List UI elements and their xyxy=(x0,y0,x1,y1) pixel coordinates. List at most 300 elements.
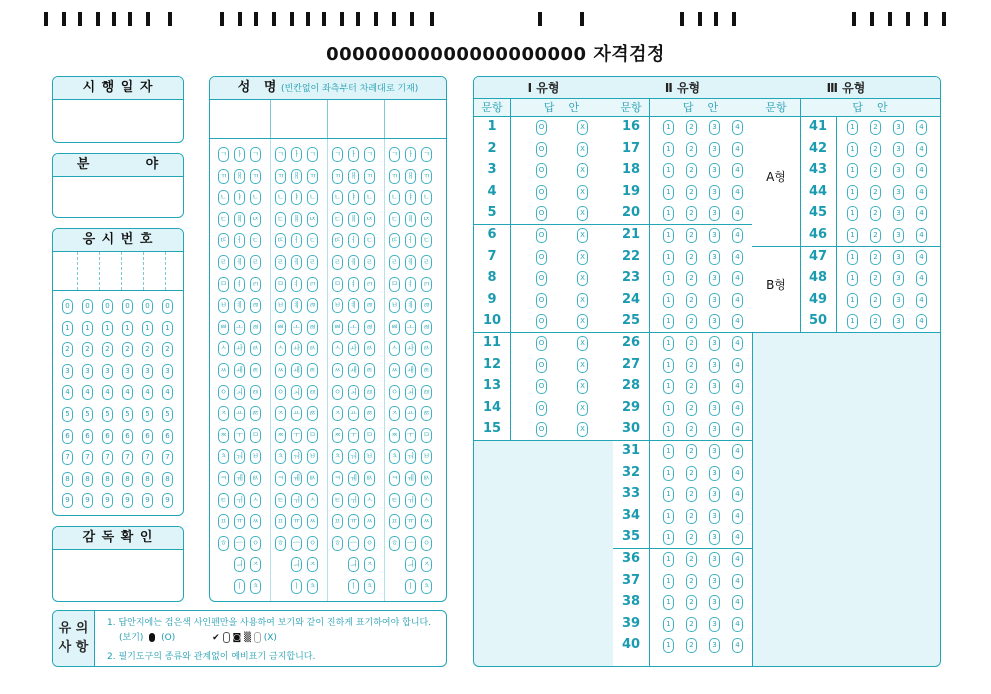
exam-digit-bubble[interactable]: 8 xyxy=(162,472,173,487)
name-letter-bubble[interactable]: ㄾ xyxy=(421,363,432,378)
answer-choice-bubble[interactable]: 2 xyxy=(686,314,697,329)
answer-choice-bubble[interactable]: 2 xyxy=(686,379,697,394)
answer-choice-bubble[interactable]: 3 xyxy=(709,552,720,567)
exam-digit-bubble[interactable]: 1 xyxy=(82,321,93,336)
name-letter-bubble[interactable]: ㄷ xyxy=(275,212,286,227)
name-letter-bubble[interactable]: ㅄ xyxy=(421,471,432,486)
name-letter-bubble[interactable]: ㅚ xyxy=(291,385,302,400)
name-letter-bubble[interactable]: ㄹ xyxy=(421,255,432,270)
answer-choice-bubble[interactable]: 3 xyxy=(709,379,720,394)
answer-o-bubble[interactable]: O xyxy=(536,336,547,351)
name-letter-bubble[interactable]: ㄴ xyxy=(389,190,400,205)
answer-choice-bubble[interactable]: 3 xyxy=(709,509,720,524)
name-letter-bubble[interactable]: ㅢ xyxy=(234,557,245,572)
answer-o-bubble[interactable]: O xyxy=(536,271,547,286)
name-write-area[interactable] xyxy=(210,100,446,139)
answer-choice-bubble[interactable]: 1 xyxy=(663,228,674,243)
answer-choice-bubble[interactable]: 3 xyxy=(709,163,720,178)
answer-choice-bubble[interactable]: 1 xyxy=(663,379,674,394)
exam-digit-bubble[interactable]: 5 xyxy=(122,407,133,422)
exam-digit-bubble[interactable]: 6 xyxy=(102,429,113,444)
name-letter-bubble[interactable]: ㅇ xyxy=(332,385,343,400)
answer-choice-bubble[interactable]: 4 xyxy=(732,185,743,200)
name-letter-bubble[interactable]: ㄽ xyxy=(307,341,318,356)
answer-choice-bubble[interactable]: 4 xyxy=(732,271,743,286)
answer-x-bubble[interactable]: X xyxy=(577,185,588,200)
name-letter-bubble[interactable]: ㅄ xyxy=(250,471,261,486)
name-letter-bubble[interactable]: ㅓ xyxy=(234,233,245,248)
answer-choice-bubble[interactable]: 4 xyxy=(916,206,927,221)
name-letter-bubble[interactable]: ㄽ xyxy=(250,341,261,356)
exam-digit-bubble[interactable]: 9 xyxy=(142,493,153,508)
exam-digit-bubble[interactable]: 8 xyxy=(122,472,133,487)
exam-digit-bubble[interactable]: 8 xyxy=(82,472,93,487)
answer-choice-bubble[interactable]: 1 xyxy=(847,293,858,308)
name-letter-bubble[interactable]: ㅣ xyxy=(348,579,359,594)
exam-digit-bubble[interactable]: 0 xyxy=(102,299,113,314)
exam-digit-bubble[interactable]: 3 xyxy=(142,364,153,379)
name-letter-bubble[interactable]: ㅝ xyxy=(234,449,245,464)
name-letter-bubble[interactable]: ㅚ xyxy=(405,385,416,400)
name-letter-bubble[interactable]: ㄸ xyxy=(332,233,343,248)
answer-o-bubble[interactable]: O xyxy=(536,228,547,243)
answer-choice-bubble[interactable]: 4 xyxy=(732,422,743,437)
answer-choice-bubble[interactable]: 3 xyxy=(893,120,904,135)
answer-choice-bubble[interactable]: 3 xyxy=(709,530,720,545)
name-letter-bubble[interactable]: ㅁ xyxy=(389,277,400,292)
answer-o-bubble[interactable]: O xyxy=(536,358,547,373)
answer-choice-bubble[interactable]: 3 xyxy=(893,185,904,200)
answer-choice-bubble[interactable]: 1 xyxy=(663,617,674,632)
name-letter-bubble[interactable]: ㄿ xyxy=(421,385,432,400)
answer-o-bubble[interactable]: O xyxy=(536,314,547,329)
answer-choice-bubble[interactable]: 1 xyxy=(847,271,858,286)
name-letter-bubble[interactable]: ㅟ xyxy=(291,493,302,508)
answer-choice-bubble[interactable]: 1 xyxy=(663,206,674,221)
name-letter-bubble[interactable]: ㅊ xyxy=(389,449,400,464)
name-letter-bubble[interactable]: ㅡ xyxy=(234,536,245,551)
name-letter-bubble[interactable]: ㅛ xyxy=(291,406,302,421)
answer-o-bubble[interactable]: O xyxy=(536,206,547,221)
answer-choice-bubble[interactable]: 1 xyxy=(663,509,674,524)
answer-choice-bubble[interactable]: 3 xyxy=(709,120,720,135)
name-letter-bubble[interactable]: ㅍ xyxy=(218,514,229,529)
name-letter-bubble[interactable]: ㅛ xyxy=(348,406,359,421)
exam-digit-bubble[interactable]: 1 xyxy=(122,321,133,336)
name-letter-bubble[interactable]: ㅅ xyxy=(275,341,286,356)
name-letter-bubble[interactable]: ㅁ xyxy=(364,428,375,443)
name-letter-bubble[interactable]: ㅡ xyxy=(405,536,416,551)
name-letter-bubble[interactable]: ㅢ xyxy=(348,557,359,572)
name-letter-bubble[interactable]: ㄺ xyxy=(421,277,432,292)
answer-choice-bubble[interactable]: 3 xyxy=(893,293,904,308)
name-letter-bubble[interactable]: ㅗ xyxy=(348,320,359,335)
name-letter-bubble[interactable]: ㅝ xyxy=(405,449,416,464)
name-letter-bubble[interactable]: ㄴ xyxy=(421,190,432,205)
name-letter-bubble[interactable]: ㅕ xyxy=(405,277,416,292)
name-letter-bubble[interactable]: ㄴ xyxy=(364,190,375,205)
name-letter-bubble[interactable]: ㅠ xyxy=(291,514,302,529)
name-letter-bubble[interactable]: ㄴ xyxy=(250,190,261,205)
exam-digit-bubble[interactable]: 4 xyxy=(102,385,113,400)
answer-choice-bubble[interactable]: 2 xyxy=(686,466,697,481)
name-letter-bubble[interactable]: ㅂ xyxy=(389,298,400,313)
answer-choice-bubble[interactable]: 4 xyxy=(916,250,927,265)
exam-digit-bubble[interactable]: 8 xyxy=(142,472,153,487)
exam-digit-bubble[interactable]: 2 xyxy=(142,342,153,357)
answer-choice-bubble[interactable]: 2 xyxy=(686,336,697,351)
answer-choice-bubble[interactable]: 2 xyxy=(686,552,697,567)
answer-choice-bubble[interactable]: 2 xyxy=(686,271,697,286)
name-letter-bubble[interactable]: ㅙ xyxy=(348,363,359,378)
name-letter-bubble[interactable]: ㅈ xyxy=(389,406,400,421)
name-letter-bubble[interactable]: ㄱ xyxy=(307,147,318,162)
name-letter-bubble[interactable]: ㅄ xyxy=(364,471,375,486)
answer-choice-bubble[interactable]: 1 xyxy=(663,163,674,178)
answer-choice-bubble[interactable]: 3 xyxy=(709,466,720,481)
answer-choice-bubble[interactable]: 4 xyxy=(916,293,927,308)
name-letter-bubble[interactable]: ㅆ xyxy=(250,514,261,529)
name-letter-bubble[interactable]: ㅒ xyxy=(348,212,359,227)
name-letter-bubble[interactable]: ㅜ xyxy=(291,428,302,443)
exam-digit-bubble[interactable]: 3 xyxy=(102,364,113,379)
answer-choice-bubble[interactable]: 2 xyxy=(686,293,697,308)
name-letter-bubble[interactable]: ㅈ xyxy=(218,406,229,421)
name-letter-bubble[interactable]: ㅕ xyxy=(234,277,245,292)
name-letter-bubble[interactable]: ㅓ xyxy=(405,233,416,248)
name-letter-bubble[interactable]: ㅇ xyxy=(275,385,286,400)
name-letter-bubble[interactable]: ㅋ xyxy=(218,471,229,486)
answer-x-bubble[interactable]: X xyxy=(577,314,588,329)
name-letter-bubble[interactable]: ㅀ xyxy=(364,406,375,421)
name-letter-bubble[interactable]: ㄲ xyxy=(332,169,343,184)
name-letter-bubble[interactable]: ㄴ xyxy=(332,190,343,205)
name-letter-bubble[interactable]: ㅇ xyxy=(250,536,261,551)
answer-choice-bubble[interactable]: 2 xyxy=(686,509,697,524)
name-letter-bubble[interactable]: ㅊ xyxy=(421,579,432,594)
answer-choice-bubble[interactable]: 4 xyxy=(732,574,743,589)
exam-digit-bubble[interactable]: 4 xyxy=(142,385,153,400)
name-letter-bubble[interactable]: ㅍ xyxy=(332,514,343,529)
name-letter-bubble[interactable]: ㅃ xyxy=(218,320,229,335)
answer-x-bubble[interactable]: X xyxy=(577,250,588,265)
answer-x-bubble[interactable]: X xyxy=(577,358,588,373)
answer-x-bubble[interactable]: X xyxy=(577,293,588,308)
name-letter-bubble[interactable]: ㄻ xyxy=(421,298,432,313)
name-letter-bubble[interactable]: ㄾ xyxy=(307,363,318,378)
name-letter-bubble[interactable]: ㅜ xyxy=(405,428,416,443)
name-letter-bubble[interactable]: ㄲ xyxy=(364,169,375,184)
name-letter-bubble[interactable]: ㅒ xyxy=(405,212,416,227)
answer-x-bubble[interactable]: X xyxy=(577,422,588,437)
answer-choice-bubble[interactable]: 2 xyxy=(870,120,881,135)
answer-choice-bubble[interactable]: 1 xyxy=(663,487,674,502)
name-letter-bubble[interactable]: ㄷ xyxy=(307,233,318,248)
answer-o-bubble[interactable]: O xyxy=(536,250,547,265)
exam-digit-bubble[interactable]: 8 xyxy=(62,472,73,487)
answer-o-bubble[interactable]: O xyxy=(536,142,547,157)
answer-choice-bubble[interactable]: 3 xyxy=(709,638,720,653)
exam-digit-bubble[interactable]: 2 xyxy=(102,342,113,357)
name-letter-bubble[interactable]: ㅋ xyxy=(389,471,400,486)
exam-digit-bubble[interactable]: 2 xyxy=(62,342,73,357)
exam-digit-bubble[interactable]: 6 xyxy=(142,429,153,444)
answer-choice-bubble[interactable]: 1 xyxy=(663,293,674,308)
exam-digit-bubble[interactable]: 0 xyxy=(62,299,73,314)
exam-number-write-area[interactable] xyxy=(53,252,183,291)
answer-choice-bubble[interactable]: 4 xyxy=(916,314,927,329)
exam-digit-bubble[interactable]: 7 xyxy=(142,450,153,465)
name-letter-bubble[interactable]: ㅁ xyxy=(332,277,343,292)
name-letter-bubble[interactable]: ㅟ xyxy=(234,493,245,508)
answer-choice-bubble[interactable]: 1 xyxy=(663,530,674,545)
name-letter-bubble[interactable]: ㄴ xyxy=(275,190,286,205)
answer-choice-bubble[interactable]: 1 xyxy=(847,228,858,243)
name-letter-bubble[interactable]: ㅝ xyxy=(348,449,359,464)
exam-digit-bubble[interactable]: 9 xyxy=(102,493,113,508)
answer-choice-bubble[interactable]: 3 xyxy=(709,250,720,265)
exam-digit-bubble[interactable]: 1 xyxy=(142,321,153,336)
exam-digit-bubble[interactable]: 9 xyxy=(62,493,73,508)
answer-choice-bubble[interactable]: 1 xyxy=(847,250,858,265)
answer-choice-bubble[interactable]: 4 xyxy=(732,509,743,524)
answer-choice-bubble[interactable]: 2 xyxy=(686,163,697,178)
name-letter-bubble[interactable]: ㅘ xyxy=(405,341,416,356)
exam-digit-bubble[interactable]: 2 xyxy=(82,342,93,357)
exam-digit-bubble[interactable]: 6 xyxy=(62,429,73,444)
name-letter-bubble[interactable]: ㄱ xyxy=(389,147,400,162)
name-letter-bubble[interactable]: ㄹ xyxy=(218,255,229,270)
answer-choice-bubble[interactable]: 4 xyxy=(732,379,743,394)
name-letter-bubble[interactable]: ㅈ xyxy=(307,557,318,572)
name-letter-bubble[interactable]: ㅗ xyxy=(405,320,416,335)
name-letter-bubble[interactable]: ㄷ xyxy=(218,212,229,227)
name-letter-bubble[interactable]: ㄲ xyxy=(421,169,432,184)
name-letter-bubble[interactable]: ㅡ xyxy=(291,536,302,551)
answer-choice-bubble[interactable]: 4 xyxy=(732,336,743,351)
answer-choice-bubble[interactable]: 3 xyxy=(709,271,720,286)
name-letter-bubble[interactable]: ㄱ xyxy=(250,147,261,162)
name-letter-bubble[interactable]: ㅈ xyxy=(250,557,261,572)
name-letter-bubble[interactable]: ㅡ xyxy=(348,536,359,551)
answer-choice-bubble[interactable]: 1 xyxy=(663,314,674,329)
name-letter-bubble[interactable]: ㅚ xyxy=(234,385,245,400)
answer-choice-bubble[interactable]: 4 xyxy=(732,552,743,567)
name-letter-bubble[interactable]: ㅆ xyxy=(307,514,318,529)
exam-digit-bubble[interactable]: 7 xyxy=(62,450,73,465)
answer-choice-bubble[interactable]: 4 xyxy=(916,142,927,157)
answer-choice-bubble[interactable]: 1 xyxy=(663,401,674,416)
exam-digit-bubble[interactable]: 7 xyxy=(102,450,113,465)
exam-digit-bubble[interactable]: 6 xyxy=(122,429,133,444)
answer-choice-bubble[interactable]: 3 xyxy=(709,206,720,221)
name-letter-bubble[interactable]: ㅇ xyxy=(421,536,432,551)
answer-choice-bubble[interactable]: 2 xyxy=(686,142,697,157)
name-letter-bubble[interactable]: ㄷ xyxy=(250,233,261,248)
name-letter-bubble[interactable]: ㅄ xyxy=(307,471,318,486)
exam-digit-bubble[interactable]: 1 xyxy=(102,321,113,336)
answer-choice-bubble[interactable]: 4 xyxy=(916,185,927,200)
answer-choice-bubble[interactable]: 3 xyxy=(709,314,720,329)
exam-digit-bubble[interactable]: 8 xyxy=(102,472,113,487)
name-letter-bubble[interactable]: ㅑ xyxy=(348,190,359,205)
answer-choice-bubble[interactable]: 3 xyxy=(709,401,720,416)
name-letter-bubble[interactable]: ㅀ xyxy=(307,406,318,421)
name-letter-bubble[interactable]: ㅍ xyxy=(275,514,286,529)
answer-choice-bubble[interactable]: 1 xyxy=(663,466,674,481)
name-letter-bubble[interactable]: ㄼ xyxy=(421,320,432,335)
name-letter-bubble[interactable]: ㄹ xyxy=(364,255,375,270)
name-letter-bubble[interactable]: ㄾ xyxy=(250,363,261,378)
name-letter-bubble[interactable]: ㅃ xyxy=(389,320,400,335)
answer-choice-bubble[interactable]: 3 xyxy=(709,444,720,459)
name-letter-bubble[interactable]: ㅂ xyxy=(218,298,229,313)
answer-choice-bubble[interactable]: 1 xyxy=(663,444,674,459)
name-letter-bubble[interactable]: ㄿ xyxy=(364,385,375,400)
name-letter-bubble[interactable]: ㅈ xyxy=(332,406,343,421)
answer-o-bubble[interactable]: O xyxy=(536,163,547,178)
answer-choice-bubble[interactable]: 1 xyxy=(663,595,674,610)
answer-x-bubble[interactable]: X xyxy=(577,120,588,135)
answer-choice-bubble[interactable]: 3 xyxy=(709,574,720,589)
answer-choice-bubble[interactable]: 4 xyxy=(916,228,927,243)
answer-choice-bubble[interactable]: 1 xyxy=(847,163,858,178)
name-letter-bubble[interactable]: ㅞ xyxy=(348,471,359,486)
name-letter-bubble[interactable]: ㅒ xyxy=(291,212,302,227)
name-letter-bubble[interactable]: ㅐ xyxy=(348,169,359,184)
answer-choice-bubble[interactable]: 1 xyxy=(663,336,674,351)
name-letter-bubble[interactable]: ㅘ xyxy=(291,341,302,356)
exam-digit-bubble[interactable]: 0 xyxy=(122,299,133,314)
name-letter-bubble[interactable]: ㅞ xyxy=(234,471,245,486)
name-letter-bubble[interactable]: ㅛ xyxy=(234,406,245,421)
answer-choice-bubble[interactable]: 4 xyxy=(916,163,927,178)
name-letter-bubble[interactable]: ㅅ xyxy=(307,493,318,508)
answer-choice-bubble[interactable]: 4 xyxy=(916,120,927,135)
answer-choice-bubble[interactable]: 3 xyxy=(709,185,720,200)
answer-choice-bubble[interactable]: 3 xyxy=(709,336,720,351)
answer-choice-bubble[interactable]: 3 xyxy=(709,142,720,157)
name-letter-bubble[interactable]: ㅈ xyxy=(421,557,432,572)
exam-digit-bubble[interactable]: 7 xyxy=(162,450,173,465)
name-letter-bubble[interactable]: ㅇ xyxy=(389,385,400,400)
name-letter-bubble[interactable]: ㅃ xyxy=(332,320,343,335)
answer-o-bubble[interactable]: O xyxy=(536,120,547,135)
exam-digit-bubble[interactable]: 5 xyxy=(82,407,93,422)
answer-choice-bubble[interactable]: 2 xyxy=(686,638,697,653)
exam-digit-bubble[interactable]: 3 xyxy=(82,364,93,379)
name-letter-bubble[interactable]: ㄵ xyxy=(250,212,261,227)
name-letter-bubble[interactable]: ㅋ xyxy=(275,471,286,486)
answer-choice-bubble[interactable]: 3 xyxy=(893,228,904,243)
answer-choice-bubble[interactable]: 1 xyxy=(663,120,674,135)
answer-choice-bubble[interactable]: 2 xyxy=(686,185,697,200)
name-letter-bubble[interactable]: ㅐ xyxy=(405,169,416,184)
name-letter-bubble[interactable]: ㄺ xyxy=(307,277,318,292)
answer-choice-bubble[interactable]: 2 xyxy=(686,487,697,502)
exam-digit-bubble[interactable]: 5 xyxy=(62,407,73,422)
answer-choice-bubble[interactable]: 3 xyxy=(893,163,904,178)
answer-choice-bubble[interactable]: 4 xyxy=(732,617,743,632)
exam-digit-bubble[interactable]: 4 xyxy=(82,385,93,400)
answer-choice-bubble[interactable]: 1 xyxy=(847,206,858,221)
name-letter-bubble[interactable]: ㅊ xyxy=(218,449,229,464)
name-letter-bubble[interactable]: ㄷ xyxy=(364,233,375,248)
name-letter-bubble[interactable]: ㅊ xyxy=(250,579,261,594)
name-letter-bubble[interactable]: ㄻ xyxy=(307,298,318,313)
name-letter-bubble[interactable]: ㅑ xyxy=(405,190,416,205)
name-letter-bubble[interactable]: ㅂ xyxy=(307,449,318,464)
name-letter-bubble[interactable]: ㄺ xyxy=(364,277,375,292)
name-letter-bubble[interactable]: ㅚ xyxy=(348,385,359,400)
name-letter-bubble[interactable]: ㅁ xyxy=(307,428,318,443)
exam-digit-bubble[interactable]: 9 xyxy=(82,493,93,508)
exam-digit-bubble[interactable]: 6 xyxy=(82,429,93,444)
name-letter-bubble[interactable]: ㅊ xyxy=(275,449,286,464)
name-letter-bubble[interactable]: ㅅ xyxy=(389,341,400,356)
answer-choice-bubble[interactable]: 4 xyxy=(732,250,743,265)
name-letter-bubble[interactable]: ㄷ xyxy=(389,212,400,227)
name-letter-bubble[interactable]: ㄲ xyxy=(218,169,229,184)
name-letter-bubble[interactable]: ㄱ xyxy=(364,147,375,162)
name-letter-bubble[interactable]: ㅞ xyxy=(405,471,416,486)
exam-digit-bubble[interactable]: 4 xyxy=(162,385,173,400)
answer-x-bubble[interactable]: X xyxy=(577,206,588,221)
answer-choice-bubble[interactable]: 2 xyxy=(870,271,881,286)
answer-choice-bubble[interactable]: 2 xyxy=(686,120,697,135)
name-letter-bubble[interactable]: ㅘ xyxy=(348,341,359,356)
answer-choice-bubble[interactable]: 4 xyxy=(732,530,743,545)
name-letter-bubble[interactable]: ㅀ xyxy=(250,406,261,421)
exam-digit-bubble[interactable]: 4 xyxy=(62,385,73,400)
name-letter-bubble[interactable]: ㅌ xyxy=(389,493,400,508)
name-letter-bubble[interactable]: ㄹ xyxy=(307,255,318,270)
name-letter-bubble[interactable]: ㅖ xyxy=(291,298,302,313)
answer-choice-bubble[interactable]: 4 xyxy=(732,444,743,459)
exam-digit-bubble[interactable]: 6 xyxy=(162,429,173,444)
exam-digit-bubble[interactable]: 1 xyxy=(162,321,173,336)
name-letter-bubble[interactable]: ㄷ xyxy=(332,212,343,227)
name-letter-bubble[interactable]: ㅞ xyxy=(291,471,302,486)
name-letter-bubble[interactable]: ㅠ xyxy=(405,514,416,529)
answer-x-bubble[interactable]: X xyxy=(577,163,588,178)
answer-choice-bubble[interactable]: 3 xyxy=(893,271,904,286)
name-letter-bubble[interactable]: ㄺ xyxy=(250,277,261,292)
exam-digit-bubble[interactable]: 2 xyxy=(122,342,133,357)
name-letter-bubble[interactable]: ㅍ xyxy=(389,514,400,529)
name-letter-bubble[interactable]: ㅂ xyxy=(275,298,286,313)
name-letter-bubble[interactable]: ㅜ xyxy=(348,428,359,443)
answer-choice-bubble[interactable]: 4 xyxy=(732,487,743,502)
answer-choice-bubble[interactable]: 4 xyxy=(732,595,743,610)
name-letter-bubble[interactable]: ㄵ xyxy=(307,212,318,227)
exam-digit-bubble[interactable]: 5 xyxy=(162,407,173,422)
answer-choice-bubble[interactable]: 2 xyxy=(686,444,697,459)
answer-choice-bubble[interactable]: 1 xyxy=(663,638,674,653)
name-letter-bubble[interactable]: ㅎ xyxy=(275,536,286,551)
answer-choice-bubble[interactable]: 1 xyxy=(663,250,674,265)
name-letter-bubble[interactable]: ㅇ xyxy=(307,536,318,551)
name-letter-bubble[interactable]: ㅕ xyxy=(291,277,302,292)
exam-digit-bubble[interactable]: 3 xyxy=(162,364,173,379)
answer-choice-bubble[interactable]: 1 xyxy=(663,552,674,567)
name-letter-bubble[interactable]: ㅕ xyxy=(348,277,359,292)
name-letter-bubble[interactable]: ㄴ xyxy=(218,190,229,205)
exam-digit-bubble[interactable]: 0 xyxy=(82,299,93,314)
name-letter-bubble[interactable]: ㅎ xyxy=(332,536,343,551)
answer-choice-bubble[interactable]: 3 xyxy=(709,422,720,437)
name-letter-bubble[interactable]: ㅈ xyxy=(275,406,286,421)
